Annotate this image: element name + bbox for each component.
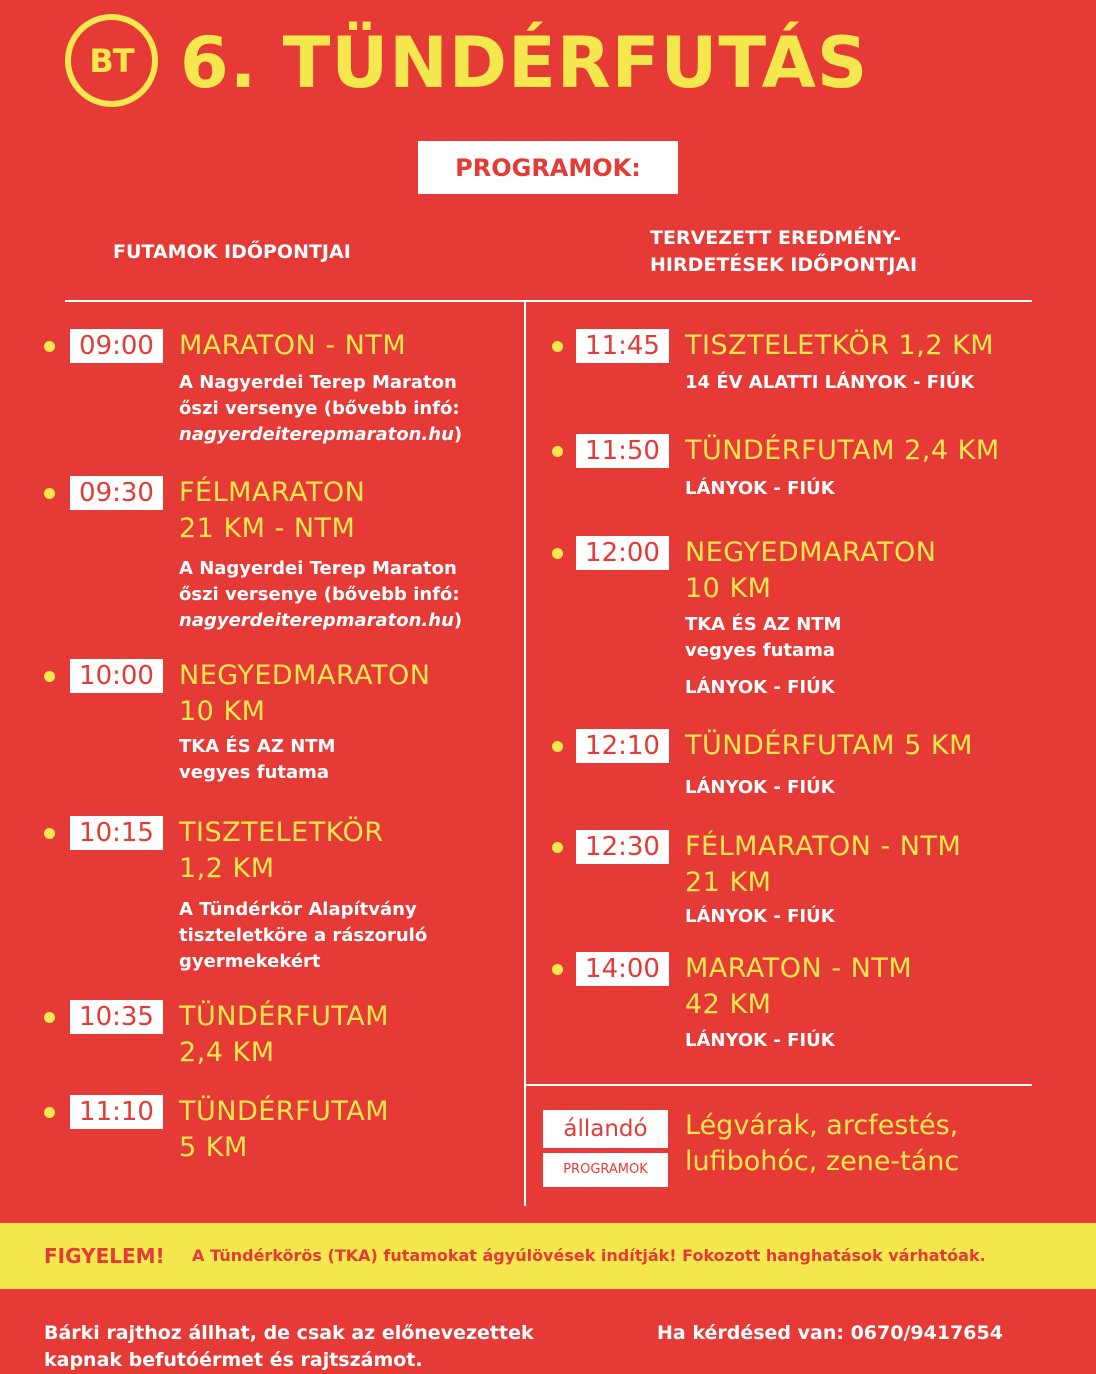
contact-phone[interactable]: Ha kérdésed van: 0670/9417654 [657,1322,1003,1344]
race-time: 11:10 [70,1095,163,1129]
bullet-icon [552,741,563,752]
result-time: 14:00 [576,952,669,986]
bullet-icon [552,548,563,559]
bullet-icon [44,488,55,499]
bullet-icon [44,828,55,839]
permanent-label: állandó [543,1110,668,1148]
race-time: 10:00 [70,659,163,693]
race-title: TÜNDÉRFUTAM 2,4 KM [179,1001,390,1068]
warning-text: A Tündérkörös (TKA) futamokat ágyúlövések indítják! Fokozott hanghatások várhatóak. [192,1246,986,1265]
footer-note: Bárki rajthoz állhat, de csak az előnevezettek kapnak befutóérmet és rajtszámot. [44,1322,534,1371]
result-time: 11:50 [576,434,669,468]
column-divider [524,300,526,1206]
bullet-icon [44,671,55,682]
header-divider [65,300,1032,302]
permanent-divider [526,1084,1032,1086]
race-title: FÉLMARATON 21 KM - NTM [179,477,366,544]
race-link[interactable]: nagyerdeiterepmaraton.hu [179,610,454,631]
race-description: TKA ÉS AZ NTM vegyes futama [179,736,336,783]
permanent-programs-text: Légvárak, arcfestés, lufibohóc, zene-tánc [685,1110,960,1177]
result-category: 14 ÉV ALATTI LÁNYOK - FIÚK [685,372,975,393]
result-time: 12:10 [576,729,669,763]
left-column-heading: FUTAMOK IDŐPONTJAI [113,241,351,263]
result-time: 12:30 [576,830,669,864]
race-link[interactable]: nagyerdeiterepmaraton.hu [179,424,454,445]
bullet-icon [552,964,563,975]
result-title: TISZTELETKÖR 1,2 KM [685,330,995,361]
result-title: TÜNDÉRFUTAM 5 KM [685,730,973,761]
bullet-icon [552,341,563,352]
race-title: TISZTELETKÖR 1,2 KM [179,817,384,884]
race-time: 10:15 [70,816,163,850]
result-category: LÁNYOK - FIÚK [685,1030,835,1051]
page-title: 6. TÜNDÉRFUTÁS [180,22,869,104]
bullet-icon [44,1107,55,1118]
programs-label: PROGRAMOK: [418,141,678,194]
result-title: MARATON - NTM 42 KM [685,953,913,1020]
result-time: 12:00 [576,536,669,570]
bullet-icon [552,842,563,853]
result-title: TÜNDÉRFUTAM 2,4 KM [685,435,1000,466]
result-title: NEGYEDMARATON 10 KM [685,537,937,604]
result-time: 11:45 [576,329,669,363]
race-title: MARATON - NTM [179,330,407,361]
bullet-icon [44,1012,55,1023]
race-title: TÜNDÉRFUTAM 5 KM [179,1096,390,1163]
right-column-heading: TERVEZETT EREDMÉNY- HIRDETÉSEK IDŐPONTJAI [650,227,918,276]
race-description: A Nagyerdei Terep Maraton őszi versenye (bővebb infó: nagyerdeiterepmaraton.hu) [179,558,463,631]
race-time: 09:00 [70,329,163,363]
result-category: LÁNYOK - FIÚK [685,478,835,499]
race-time: 09:30 [70,476,163,510]
permanent-programs-label: PROGRAMOK [543,1153,668,1187]
warning-label: FIGYELEM! [44,1244,165,1268]
race-description: A Tündérkör Alapítvány tiszteletköre a rászoruló gyermekekért [179,899,428,972]
bullet-icon [552,446,563,457]
result-category: LÁNYOK - FIÚK [685,906,835,927]
result-category: LÁNYOK - FIÚK [685,777,835,798]
bt-logo: BT [65,14,158,107]
result-category: LÁNYOK - FIÚK [685,677,835,698]
race-title: NEGYEDMARATON 10 KM [179,660,431,727]
result-description: TKA ÉS AZ NTM vegyes futama [685,614,842,661]
bullet-icon [44,341,55,352]
result-title: FÉLMARATON - NTM 21 KM [685,831,962,898]
race-time: 10:35 [70,1000,163,1034]
warning-banner [0,1223,1096,1289]
race-description: A Nagyerdei Terep Maraton őszi versenye (bővebb infó: nagyerdeiterepmaraton.hu) [179,372,463,445]
